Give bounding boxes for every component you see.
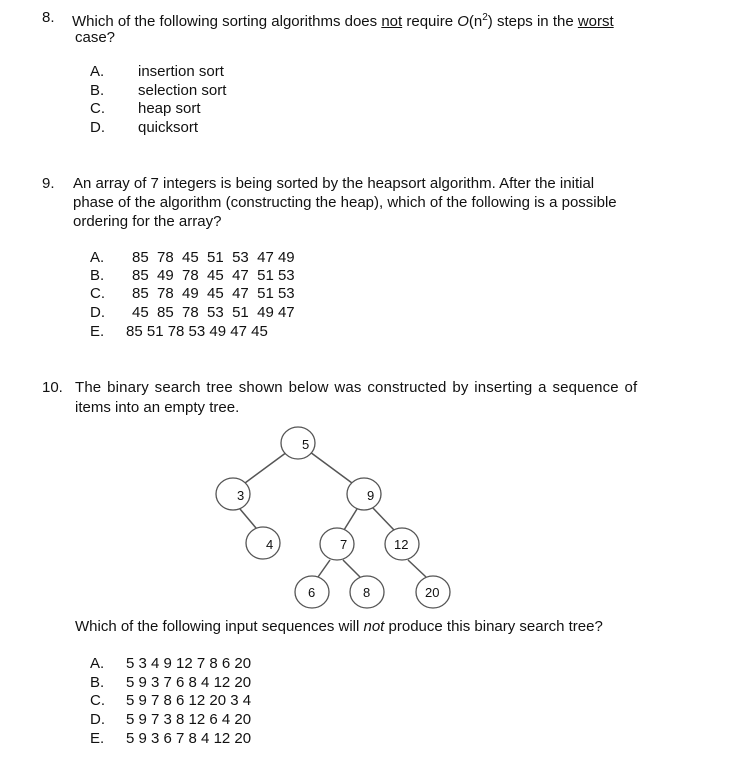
node-label: 5 (302, 437, 310, 452)
node-4 (246, 527, 280, 559)
edge-7-6 (318, 560, 330, 577)
question-text-line2: items into an empty tree. (75, 399, 240, 416)
node-label: 8 (363, 585, 371, 600)
node-3 (216, 478, 250, 510)
question-prompt: Which of the following input sequences will not produce this binary search tree? (75, 618, 603, 635)
edge-12-20 (408, 560, 426, 577)
node-9 (347, 478, 381, 510)
question-text: Which of the following sorting algorithms does not require $O(n^2)$ steps in the worst (72, 12, 614, 30)
edge-3-4 (240, 509, 256, 528)
node-label: 6 (308, 585, 316, 600)
question-number: 8. (42, 9, 55, 26)
question-text-line2: case? (75, 29, 116, 46)
node-label: 12 (394, 537, 409, 552)
edge-7-8 (343, 560, 360, 577)
question-text-line1: The binary search tree shown below was constructed by inserting a sequence of (75, 379, 638, 396)
question-text-line2: phase of the algorithm (constructing the heap), which of the following is a possible (73, 194, 617, 211)
question-number: 9. (42, 175, 55, 192)
edge-9-7 (344, 509, 357, 530)
node-label: 20 (425, 585, 440, 600)
node-7 (320, 528, 354, 560)
tree-labels (237, 437, 439, 600)
emphasis-not: not (381, 13, 403, 30)
edge-5-9 (310, 452, 352, 483)
question-number: 10. (42, 379, 63, 396)
node-label: 4 (266, 537, 274, 552)
emphasis-not: not (363, 618, 385, 635)
node-5 (281, 427, 315, 459)
question-text-line1: An array of 7 integers is being sorted by the heapsort algorithm. After the initial (73, 175, 595, 192)
edge-5-3 (245, 452, 287, 483)
question-text-line3: ordering for the array? (73, 213, 222, 230)
emphasis-worst: worst (577, 13, 614, 30)
node-label: 9 (367, 488, 375, 503)
node-label: 3 (237, 488, 245, 503)
edge-9-12 (372, 507, 394, 530)
node-label: 7 (340, 537, 348, 552)
tree-nodes (216, 427, 450, 608)
